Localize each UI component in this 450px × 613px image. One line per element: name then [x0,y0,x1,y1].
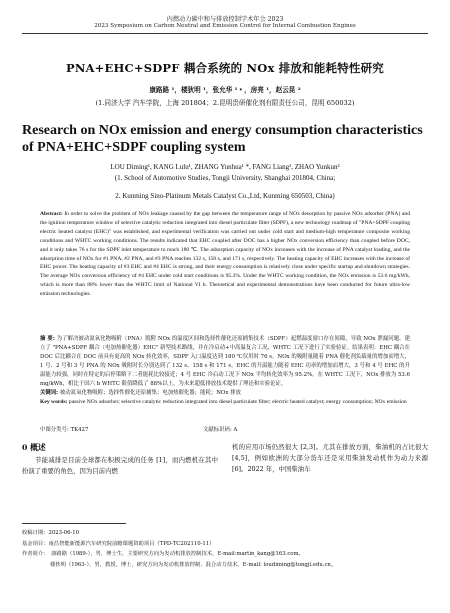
clc-number: 中图分类号: TK427 [40,427,89,433]
footnotes [22,528,428,570]
authors-en: LOU Diming¹, KANG Lulu¹, ZHANG Yunhua¹ *, FANG Liang¹, ZHAO Yunkun² [110,163,340,171]
document-code: 文献标识码: A [203,427,238,433]
keywords-en-text: passive NOx adsorber; selective catalytic reduction integrated into diesel particulate filter; electric heated catalyst; energy consumption; NOx emission [68,399,407,405]
body-column-right: 机的应用市场仍然很大 [2,3]。尤其在排放方面，柴油机的占比很大 [4,5]，例如欧洲的大部分货车还是采用柴油发动机作为动力来源 [6]。2022 年，中国柴油车 [232,443,428,473]
abstract-en [40,210,410,299]
title-en: Research on NOx emission and energy consumption characteristics of PNA+EHC+SDPF coupling system [22,123,423,155]
keywords-cn [40,389,410,398]
abstract-cn [40,335,410,388]
section-heading: 0 概述 [22,443,46,452]
affiliation-en-2: 2. Kunming Sino-Platinum Metals Catalyst Co.,Ltd, Kunming 650503, China) [115,192,335,200]
header-rule [22,33,428,34]
footnote-author-2: 楼狄明（1963-），男，教授，博士，研究方向为发动机排放控制、混合动力技术，E-mail: loudiming@tongji.edu.cn。 [50,561,337,568]
abstract-cn-label: 摘 要: [40,336,55,342]
keywords-cn-label: 关键词: [40,390,59,396]
conference-title-en: 2023 Symposium on Carbon Neutral and Emission Control for Internal Combustion Engines [94,23,356,29]
footnote-received: 收稿日期：2023-06-10 [22,530,80,536]
abstract-text: In order to solve the problem of NOx leakage caused by the gap between the temperature range of NOx desorption by passive NOx adsorber (PNA) and the ignition temperature window of selective catalytic reduction integrated into diesel particulate filter (SDPF), a new technology roadmap of "PNA+SDPF coupling electric heated catalyst (EHC)" was established, and experimental verification was carried out under cold start and medium-high temperature composite working conditions and WHTC working conditions. The results indicated that EHC coupled after DOC has a higher NOx conversion efficiency than coupled before DOC, and it only takes 76 s for the SDPF inlet temperature to reach 180 ℃. The adsorption capacity of NOx increases with the increase of PNA catalyst loading, and the adsorption time of NOx for #1 PNA, #2 PNA, and #3 PNA reaches 132 s, 158 s, and 171 s, respectively. The heating capacity of EHC increases with the increase of EHC power. The heating capacity of #3 EHC and #4 EHC is strong, and their energy consumption is relatively close under specific startup and shutdown strategies. The average NOx conversion efficiency of #4 EHC under cold start conditions is 95.2%. Under the WHTC working condition, the NOx emission is 53.6 mg/kWh, which is more than 88% lower than the WHTC limit of National VI b. Theoretical and experimental demonstrations have been conducted for future ultra-low emission technologies. [40,211,410,298]
keywords-en [40,398,410,407]
conference-title-cn: 内燃动力碳中和与排放控制学术年会 2023 [166,16,284,23]
body-column-left: 节能减排是目前全球都在积极完成的任务 [1]，而内燃机在其中扮演了重要的角色，因为目前内燃 [22,456,218,475]
abstract-label: Abstract: [40,211,63,217]
abstract-cn-text: 为了解决被动氮氧化物吸附（PNA）脱附 NOx 的温度区间和选择性催化还原捕集技术（SDPF）起燃温度窗口存在间隙，导致 NOx 泄漏问题，建立了 "PNA+SDPF 耦合（电加热催化器）EHC" 新型技术路线，并在冷启动+中高温复合工况、WHTC 工况下进行了实验验证。结果表明：EHC 耦合在 DOC 后比耦合在 DOC 前具有更高的 NOx 转化效率，SDPF 入口温度达到 180 ℃仅用时 76 s。NOx 的吸附量随着 PNA 催化剂负载量的增加而增大，1 号、2 号和 3 号 PNA 的 NOx 吸附时长分别达到了 132 s、158 s 和 171 s。EHC 的升温能力随着 EHC 功率的增加而增大，3 号和 4 号 EHC 的升温能力较强，同时在特定的启停策略下二者能耗比较接近；4 号 EHC 冷启动工况下 NOx 平均转化效率为 95.2%。在 WHTC 工况下，NOx 排放为 53.6 mg/kWh，相比于国六 b WHTC 限值降低了 88%以上。为未来超低排放技术提供了理论和实验论证。 [40,336,410,387]
affiliation-en-1: (1. School of Automotive Studies, Tongji University, Shanghai 201804, China; [114,174,336,182]
footnote-rule [22,523,126,524]
title-cn: PNA+EHC+SDPF 耦合系统的 NOx 排放和能耗特性研究 [65,61,385,75]
affiliation-cn: (1.同济大学 汽车学院，上海 201804；2.昆明贵研催化剂有限责任公司，昆明 650032) [95,99,355,107]
keywords-cn-text: 被动氮氧化物吸附；选择性催化还原捕集；电加热催化器；能耗；NOx 排放 [59,390,241,396]
authors-cn: 康路路 ¹，楼狄明 ¹，张允华 ¹﹡，房亮 ¹，赵云昆 ² [149,86,301,94]
footnote-author-1: 作者简介： 康路路（1989-），男，博士生，主要研究方向为发动机排放控制技术，E-mail:martin_kang@163.com。 [22,551,304,558]
keywords-en-label: Key words: [40,399,68,405]
footnote-fund: 基金项目：南昌智能新能源汽车研究院前瞻课题资助项目（TPD-TC202110-11） [22,540,215,547]
